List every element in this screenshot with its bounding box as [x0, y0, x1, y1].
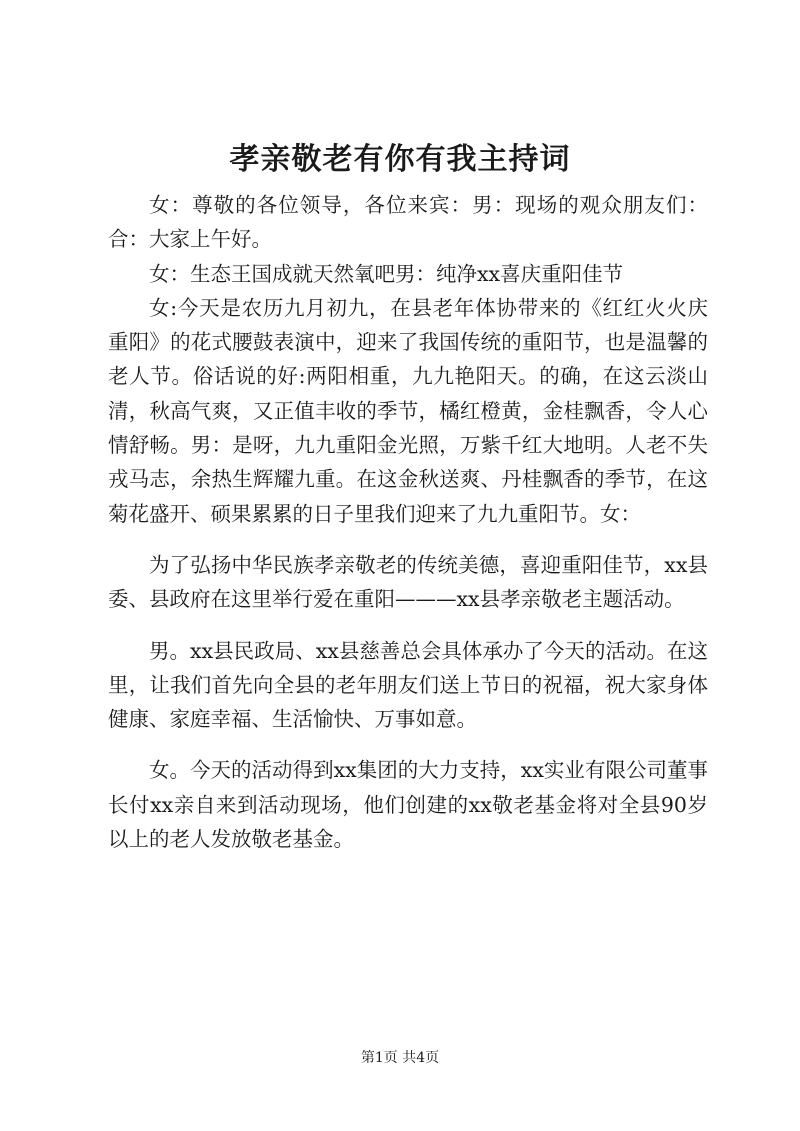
paragraph-purpose: 为了弘扬中华民族孝亲敬老的传统美德，喜迎重阳佳节，xx县委、县政府在这里举行爱在重阳———xx县孝亲敬老主题活动。 — [108, 552, 708, 612]
paragraph-opening: 女:今天是农历九月初九，在县老年体协带来的《红红火火庆重阳》的花式腰鼓表演中，迎来了我国传统的重阳节，也是温馨的老人节。俗话说的好:两阳相重，九九艳阳天。的确，在这云淡山清，秋高气爽，又正值丰收的季节，橘红橙黄，金桂飘香，令人心情舒畅。男：是呀，九九重阳金光照，万紫千红大地明。人老不失戎马志，余热生辉耀九重。在这金秋送爽、丹桂飘香的季节，在这菊花盛开、硕果累累的日子里我们迎来了九九重阳节。女： — [108, 295, 708, 526]
paragraph-slogan: 女：生态王国成就天然氧吧男：纯净xx喜庆重阳佳节 — [149, 261, 624, 286]
paragraph-sponsor: 女。今天的活动得到xx集团的大力支持，xx实业有限公司董事长付xx亲自来到活动现场，他们创建的xx敬老基金将对全县90岁以上的老人发放敬老基金。 — [108, 758, 708, 852]
paragraph-gap — [108, 617, 708, 634]
page-number-footer: 第1页 共4页 — [360, 1050, 440, 1066]
paragraph-gap — [108, 736, 708, 753]
document-body — [108, 188, 708, 856]
paragraph-greeting: 女：尊敬的各位领导，各位来宾：男：现场的观众朋友们：合：大家上午好。 — [108, 193, 708, 252]
paragraph-organizers: 男。xx县民政局、xx县慈善总会具体承办了今天的活动。在这里，让我们首先向全县的老年朋友们送上节日的祝福，祝大家身体健康、家庭幸福、生活愉快、万事如意。 — [108, 638, 708, 732]
paragraph-gap — [108, 531, 708, 548]
document-title: 孝亲敬老有你有我主持词 — [229, 142, 571, 177]
